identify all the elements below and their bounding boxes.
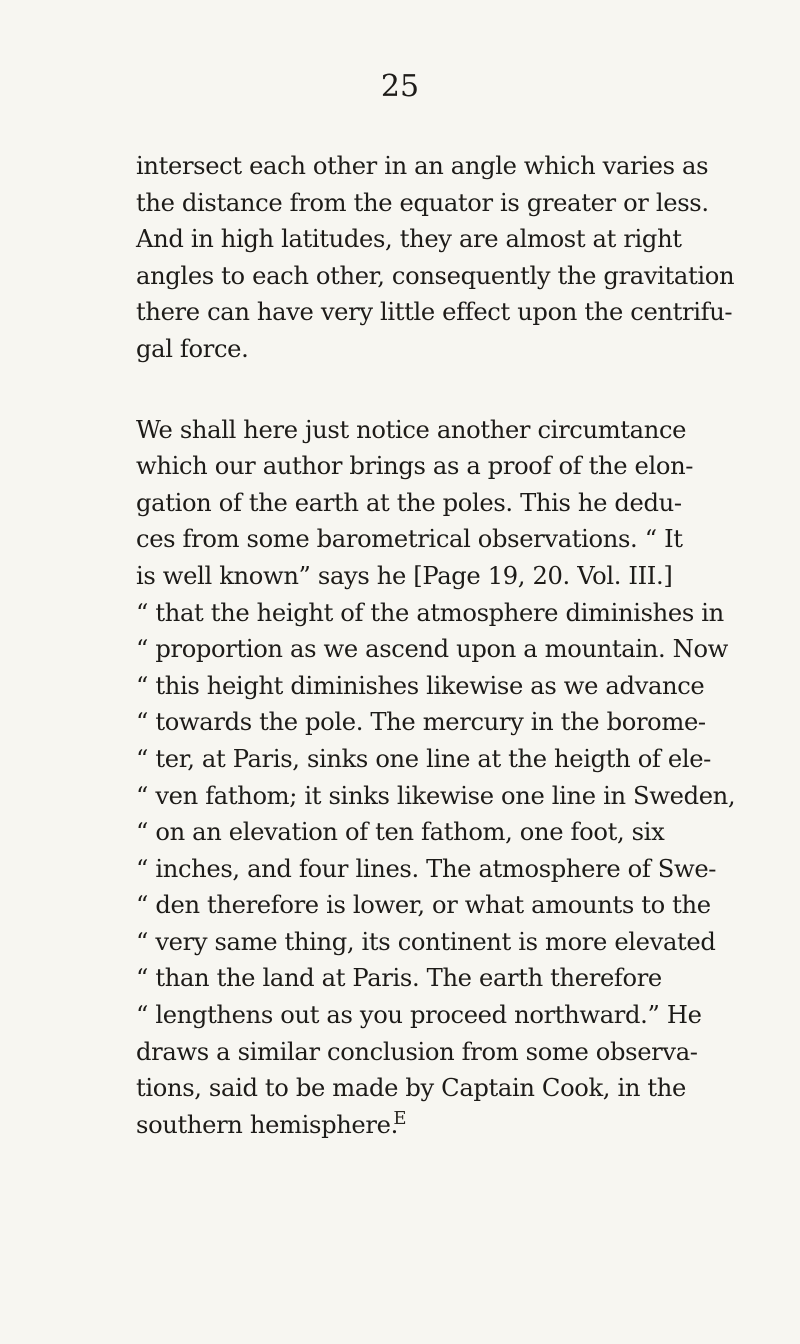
text-line: tions, said to be made by Captain Cook, in the <box>136 1074 686 1103</box>
text-line: “ towards the pole. The mercury in the borome- <box>136 708 706 737</box>
text-line: draws a similar conclusion from some observa- <box>136 1037 698 1066</box>
text-line: “ proportion as we ascend upon a mountain. Now <box>136 635 729 664</box>
text-line: southern hemisphere. <box>136 1110 398 1139</box>
text-line: “ on an elevation of ten fathom, one foot, six <box>136 818 665 847</box>
text-line: ces from some barometrical observations. “ It <box>136 525 683 554</box>
text-line: gal force. <box>136 334 249 363</box>
text-line: We shall here just notice another circumtance <box>136 415 687 444</box>
text-line: And in high latitudes, they are almost at right <box>136 225 682 254</box>
text-line: gation of the earth at the poles. This he dedu- <box>136 488 682 517</box>
text-line: “ den therefore is lower, or what amounts to the <box>136 891 711 920</box>
paragraph-1 <box>136 148 735 368</box>
text-line: there can have very little effect upon the centrifu- <box>136 298 733 327</box>
body-text <box>136 148 736 1143</box>
text-line: “ ven fathom; it sinks likewise one line in Sweden, <box>136 781 736 810</box>
text-line: “ this height diminishes likewise as we advance <box>136 671 705 700</box>
text-line: “ inches, and four lines. The atmosphere of Swe- <box>136 854 717 883</box>
text-line: “ than the land at Paris. The earth therefore <box>136 964 662 993</box>
catchword: E <box>393 1108 407 1129</box>
text-line: “ that the height of the atmosphere diminishes in <box>136 598 724 627</box>
text-line: “ ter, at Paris, sinks one line at the heigth of ele- <box>136 744 711 773</box>
text-line: the distance from the equator is greater or less. <box>136 188 709 217</box>
text-line: intersect each other in an angle which varies as <box>136 152 709 180</box>
page-number: 25 <box>380 69 420 104</box>
text-line: “ lengthens out as you proceed northward.” He <box>136 1001 702 1030</box>
text-line: which our author brings as a proof of the elon- <box>136 452 694 481</box>
text-line: angles to each other, consequently the gravitation <box>136 261 735 290</box>
text-line: is well known” says he [Page 19, 20. Vol. III.] <box>136 561 673 590</box>
text-line: “ very same thing, its continent is more elevated <box>136 927 716 956</box>
paragraph-2 <box>136 412 736 1144</box>
